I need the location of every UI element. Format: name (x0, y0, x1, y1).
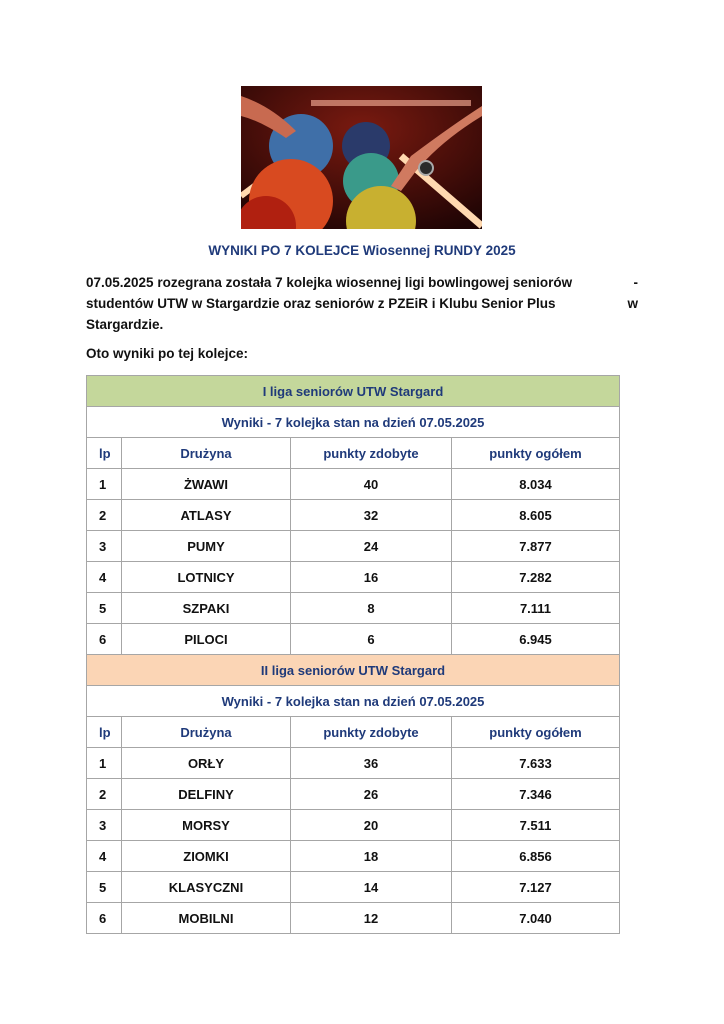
league-header (87, 655, 620, 686)
table-cell: 3 (87, 810, 122, 841)
table-cell: 6.945 (452, 624, 620, 655)
table-cell: 8 (291, 593, 452, 624)
column-header-row (87, 717, 620, 748)
table-row (87, 624, 620, 655)
table-cell: 6 (87, 624, 122, 655)
league-subtitle: Wyniki - 7 kolejka stan na dzień 07.05.2025 (87, 407, 620, 438)
table-cell: 1 (87, 469, 122, 500)
table-cell: ORŁY (122, 748, 291, 779)
league-subtitle-row (87, 686, 620, 717)
table-cell: 7.111 (452, 593, 620, 624)
league-name: I liga seniorów UTW Stargard (87, 376, 620, 407)
table-row (87, 841, 620, 872)
table-cell: KLASYCZNI (122, 872, 291, 903)
table-cell: 1 (87, 748, 122, 779)
table-cell: 7.877 (452, 531, 620, 562)
table-cell: 7.127 (452, 872, 620, 903)
league-header (87, 376, 620, 407)
table-cell: 8.034 (452, 469, 620, 500)
league-subtitle: Wyniki - 7 kolejka stan na dzień 07.05.2025 (87, 686, 620, 717)
table-cell: 4 (87, 841, 122, 872)
table-cell: 6 (291, 624, 452, 655)
table-cell: 7.040 (452, 903, 620, 934)
table-cell: 16 (291, 562, 452, 593)
table-row (87, 593, 620, 624)
para-line-2-end: w (627, 296, 638, 311)
para-line-2: studentów UTW w Stargardzie oraz seniorów z PZEiR i Klubu Senior Plus (86, 296, 556, 311)
table-cell: MORSY (122, 810, 291, 841)
table-cell: 4 (87, 562, 122, 593)
table-cell: DELFINY (122, 779, 291, 810)
table-cell: 8.605 (452, 500, 620, 531)
table-cell: 6 (87, 903, 122, 934)
table-cell: 7.282 (452, 562, 620, 593)
table-cell: 18 (291, 841, 452, 872)
results-table (86, 375, 620, 934)
column-header: lp (87, 717, 122, 748)
table-cell: 40 (291, 469, 452, 500)
table-cell: 32 (291, 500, 452, 531)
para-line-3: Stargardzie. (86, 317, 164, 332)
table-row (87, 903, 620, 934)
table-cell: 7.511 (452, 810, 620, 841)
para-line-1-end: - (633, 275, 638, 290)
table-row (87, 531, 620, 562)
table-cell: 7.633 (452, 748, 620, 779)
para-line-1: 07.05.2025 rozegrana została 7 kolejka wiosennej ligi bowlingowej seniorów (86, 275, 573, 290)
column-header: Drużyna (122, 438, 291, 469)
league-subtitle-row (87, 407, 620, 438)
table-row (87, 500, 620, 531)
table-cell: 20 (291, 810, 452, 841)
column-header: lp (87, 438, 122, 469)
table-cell: 2 (87, 500, 122, 531)
table-cell: ATLASY (122, 500, 291, 531)
intro-paragraph (86, 272, 638, 335)
table-row (87, 562, 620, 593)
table-cell: 7.346 (452, 779, 620, 810)
bowling-balls-photo (241, 86, 482, 229)
table-row (87, 779, 620, 810)
results-lead: Oto wyniki po tej kolejce: (86, 346, 249, 361)
table-cell: PILOCI (122, 624, 291, 655)
column-header: punkty ogółem (452, 438, 620, 469)
table-cell: PUMY (122, 531, 291, 562)
table-cell: 3 (87, 531, 122, 562)
table-cell: 14 (291, 872, 452, 903)
column-header-row (87, 438, 620, 469)
table-cell: 12 (291, 903, 452, 934)
table-cell: 36 (291, 748, 452, 779)
table-cell: LOTNICY (122, 562, 291, 593)
table-cell: 5 (87, 872, 122, 903)
table-cell: 6.856 (452, 841, 620, 872)
table-row (87, 469, 620, 500)
column-header: Drużyna (122, 717, 291, 748)
page-title: WYNIKI PO 7 KOLEJCE Wiosennej RUNDY 2025 (208, 243, 516, 258)
table-cell: 24 (291, 531, 452, 562)
table-cell: ZIOMKI (122, 841, 291, 872)
table-cell: 2 (87, 779, 122, 810)
table-row (87, 872, 620, 903)
column-header: punkty zdobyte (291, 438, 452, 469)
table-row (87, 810, 620, 841)
table-row (87, 748, 620, 779)
column-header: punkty ogółem (452, 717, 620, 748)
table-cell: 26 (291, 779, 452, 810)
table-cell: MOBILNI (122, 903, 291, 934)
league-name: II liga seniorów UTW Stargard (87, 655, 620, 686)
table-cell: SZPAKI (122, 593, 291, 624)
table-cell: 5 (87, 593, 122, 624)
column-header: punkty zdobyte (291, 717, 452, 748)
table-cell: ŻWAWI (122, 469, 291, 500)
